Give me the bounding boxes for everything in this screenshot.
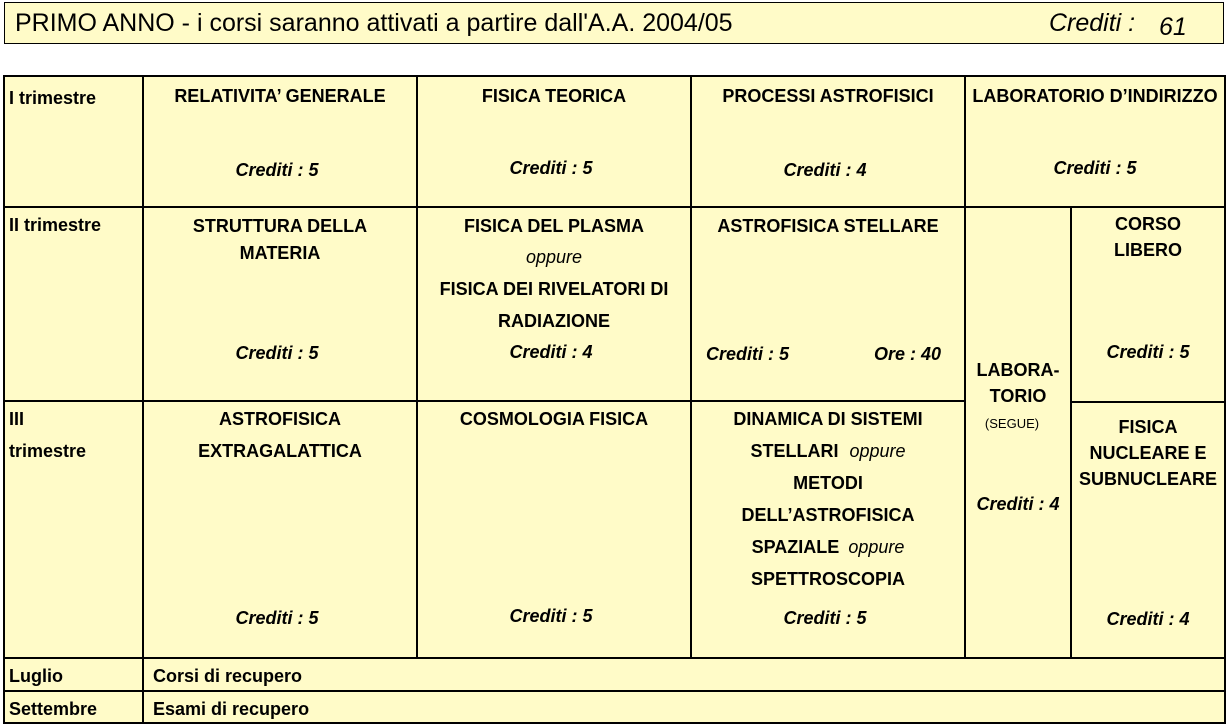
oppure-text: oppure bbox=[849, 441, 906, 461]
course-title-line2: TORIO bbox=[989, 386, 1047, 406]
course-title-line1: CORSO bbox=[1114, 214, 1181, 234]
crediti-total-value: 61 bbox=[1159, 13, 1187, 41]
course-title: LABORATORIO D’INDIRIZZO bbox=[972, 86, 1218, 106]
course-crediti: Crediti : 4 bbox=[976, 494, 1060, 514]
course-title-line1: FISICA bbox=[1118, 417, 1178, 437]
course-title-line3: SUBNUCLEARE bbox=[1078, 469, 1217, 489]
course-title: ASTROFISICA STELLARE bbox=[717, 216, 939, 236]
course-title-line2 bbox=[692, 435, 964, 467]
course-crediti: Crediti : 5 bbox=[235, 160, 319, 180]
esami-recupero-text: Esami di recupero bbox=[153, 699, 310, 719]
row-label-trimestre-2: II trimestre bbox=[9, 215, 102, 235]
course-crediti: Crediti : 5 bbox=[1053, 158, 1137, 178]
course-title-line3: METODI bbox=[793, 473, 863, 493]
course-title-line5-text: SPAZIALE bbox=[751, 537, 840, 557]
course-title-line1: ASTROFISICA bbox=[218, 409, 341, 429]
row-label-settembre: Settembre bbox=[9, 699, 98, 719]
course-title-line1: LABORA- bbox=[976, 360, 1060, 380]
row-label-trimestre-1: I trimestre bbox=[9, 88, 97, 108]
crediti-total-label: Crediti : bbox=[1049, 9, 1136, 37]
course-crediti: Crediti : 4 bbox=[1106, 609, 1190, 629]
course-crediti: Crediti : 5 bbox=[235, 608, 319, 628]
course-title-line2-text: STELLARI bbox=[750, 441, 839, 461]
course-title: COSMOLOGIA FISICA bbox=[459, 409, 649, 429]
course-title-line6: SPETTROSCOPIA bbox=[750, 569, 906, 589]
course-crediti: Crediti : 5 bbox=[783, 608, 867, 628]
course-title-line1: DINAMICA DI SISTEMI bbox=[733, 409, 923, 429]
course-title-line1: STRUTTURA DELLA bbox=[192, 216, 368, 236]
course-crediti: Crediti : 4 bbox=[783, 160, 867, 180]
course-title: RELATIVITA’ GENERALE bbox=[174, 86, 386, 106]
course-title-line4: DELL’ASTROFISICA bbox=[741, 505, 915, 525]
course-title: PROCESSI ASTROFISICI bbox=[722, 86, 934, 106]
course-crediti: Crediti : 5 bbox=[706, 344, 790, 364]
course-title-line2: MATERIA bbox=[239, 243, 321, 263]
row-label-luglio: Luglio bbox=[9, 666, 63, 686]
course-title-line2: EXTRAGALATTICA bbox=[198, 441, 362, 461]
course-crediti: Crediti : 5 bbox=[1106, 342, 1190, 362]
header-bar bbox=[4, 2, 1224, 44]
course-ore: Ore : 40 bbox=[874, 344, 942, 364]
corsi-recupero-text: Corsi di recupero bbox=[153, 666, 303, 686]
course-crediti: Crediti : 5 bbox=[509, 158, 593, 178]
oppure-text: oppure bbox=[525, 247, 583, 267]
course-crediti: Crediti : 5 bbox=[235, 343, 319, 363]
course-crediti: Crediti : 4 bbox=[509, 342, 593, 362]
course-crediti: Crediti : 5 bbox=[509, 606, 593, 626]
course-title: FISICA TEORICA bbox=[481, 86, 627, 106]
row-label-trimestre-3-line1: III bbox=[9, 409, 25, 429]
row-label-trimestre-3-line2: trimestre bbox=[9, 441, 87, 461]
course-title-line2: LIBERO bbox=[1113, 240, 1182, 260]
course-title-line3: RADIAZIONE bbox=[498, 311, 610, 331]
segue-text: (SEGUE) bbox=[984, 416, 1040, 431]
course-title-line5 bbox=[692, 531, 964, 563]
course-title-line1: FISICA DEL PLASMA bbox=[463, 216, 644, 236]
course-title-line2: FISICA DEI RIVELATORI DI bbox=[439, 279, 669, 299]
oppure-text: oppure bbox=[848, 537, 905, 557]
course-title-line2: NUCLEARE E bbox=[1089, 443, 1207, 463]
page-title: PRIMO ANNO - i corsi saranno attivati a partire dall'A.A. 2004/05 bbox=[15, 9, 733, 37]
